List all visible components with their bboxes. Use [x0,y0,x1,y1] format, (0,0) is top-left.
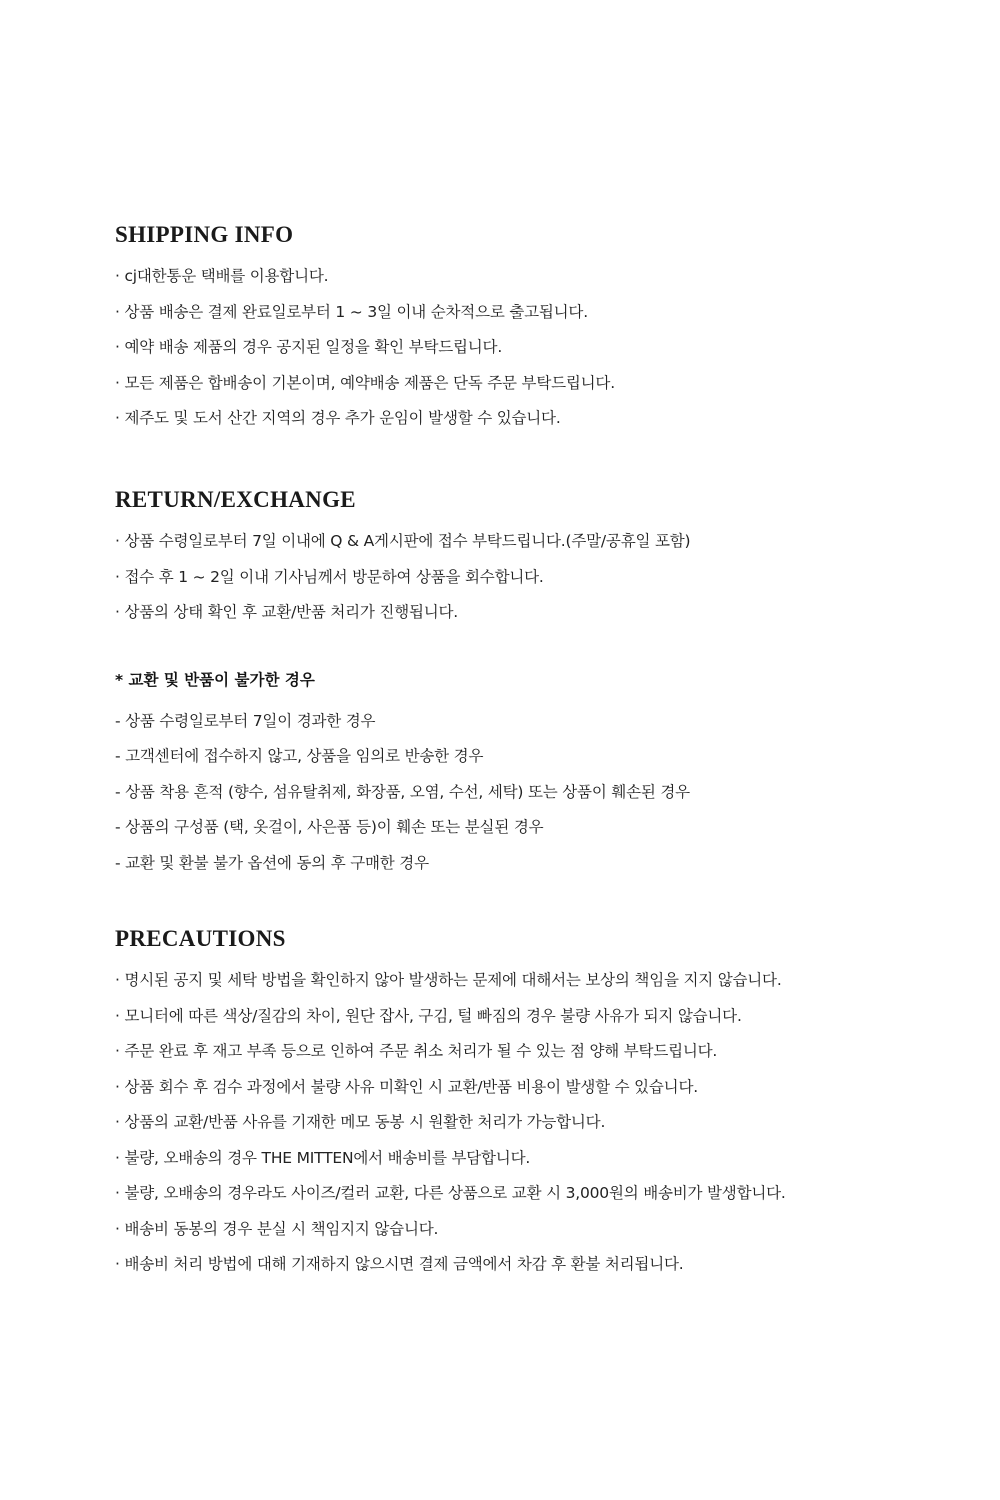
list-item: · 상품의 상태 확인 후 교환/반품 처리가 진행됩니다. [115,603,459,621]
shipping-info-heading: SHIPPING INFO [115,222,294,247]
not-allowed-subheading: * 교환 및 반품이 불가한 경우 [115,670,315,689]
return-exchange-heading: RETURN/EXCHANGE [115,487,356,512]
list-item: · 상품 수령일로부터 7일 이내에 Q & A게시판에 접수 부탁드립니다.(주말/공휴일 포함) [115,532,691,550]
list-item: · 모든 제품은 합배송이 기본이며, 예약배송 제품은 단독 주문 부탁드립니다. [115,373,615,392]
list-item: · 상품 회수 후 검수 과정에서 불량 사유 미확인 시 교환/반품 비용이 발생할 수 있습니다. [115,1077,698,1096]
list-item: · 배송비 처리 방법에 대해 기재하지 않으시면 결제 금액에서 차감 후 환불 처리됩니다. [115,1255,684,1273]
list-item: · 주문 완료 후 재고 부족 등으로 인하여 주문 취소 처리가 될 수 있는 점 양해 부탁드립니다. [115,1042,718,1060]
list-item: · cj대한통운 택배를 이용합니다. [115,267,329,285]
list-item: · 불량, 오배송의 경우 THE MITTEN에서 배송비를 부담합니다. [115,1148,531,1167]
shipping-info-section [115,220,975,437]
precautions-list [115,963,975,1283]
list-item: - 교환 및 환불 불가 옵션에 동의 후 구매한 경우 [115,853,429,872]
precautions-section [115,924,975,1283]
list-item: · 명시된 공지 및 세탁 방법을 확인하지 않아 발생하는 문제에 대해서는 보상의 책임을 지지 않습니다. [115,971,782,989]
list-item: - 상품의 구성품 (택, 옷걸이, 사은품 등)이 훼손 또는 분실된 경우 [115,818,544,836]
list-item: · 모니터에 따른 색상/질감의 차이, 원단 잡사, 구김, 털 빠짐의 경우 불량 사유가 되지 않습니다. [115,1006,742,1025]
list-item: · 접수 후 1 ~ 2일 이내 기사님께서 방문하여 상품을 회수합니다. [115,567,544,586]
list-item: · 상품 배송은 결제 완료일로부터 1 ~ 3일 이내 순차적으로 출고됩니다. [115,302,588,321]
precautions-heading: PRECAUTIONS [115,926,286,951]
list-item: - 고객센터에 접수하지 않고, 상품을 임의로 반송한 경우 [115,747,484,765]
shipping-info-list [115,259,975,437]
return-exchange-list [115,524,975,631]
list-item: · 불량, 오배송의 경우라도 사이즈/컬러 교환, 다른 상품으로 교환 시 3,000원의 배송비가 발생합니다. [115,1184,786,1202]
list-item: · 제주도 및 도서 산간 지역의 경우 추가 운임이 발생할 수 있습니다. [115,409,561,427]
return-exchange-section [115,485,975,881]
list-item: · 예약 배송 제품의 경우 공지된 일정을 확인 부탁드립니다. [115,338,503,356]
list-item: · 상품의 교환/반품 사유를 기재한 메모 동봉 시 원활한 처리가 가능합니다. [115,1113,606,1131]
list-item: - 상품 수령일로부터 7일이 경과한 경우 [115,711,376,730]
not-allowed-list [115,704,975,882]
list-item: · 배송비 동봉의 경우 분실 시 책임지지 않습니다. [115,1219,439,1238]
list-item: - 상품 착용 흔적 (향수, 섬유탈취제, 화장품, 오염, 수선, 세탁) 또는 상품이 훼손된 경우 [115,782,690,801]
